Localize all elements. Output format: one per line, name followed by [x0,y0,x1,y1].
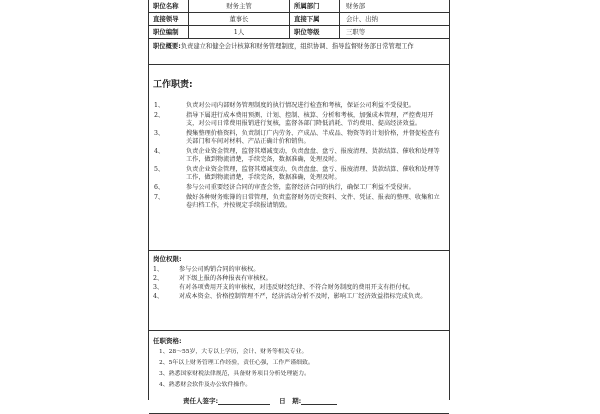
summary-text: 负责建立和健全会计核算和财务管理制度，组织协调、指导监督财务部日常管理工作 [180,43,414,50]
position-summary [149,39,449,65]
duty-text: 负责对公司内部财务管理制度的执行情况进行检查和考核，保证公司利益不受侵犯。 [186,102,415,109]
authority-num: 1、 [153,266,164,273]
value-subordinates: 会计、出纳 [346,15,378,23]
duty-num: 6、 [154,184,165,191]
duty-num: 3、 [154,130,165,137]
value-department: 财务部 [346,2,366,10]
qualification-item: 3、熟悉国家财税法律规范，具备财务项目分析处理能力。 [159,371,311,377]
duty-num: 1、 [154,102,165,109]
duty-text: 做好各种财务账簿的日常管理，负责监督财务历史资料、文件、凭证、报表的整理、收集和立卷归档工作，并按规定手续报请销毁。 [186,194,440,209]
authority-text: 对成本资金、价格控制管理不严，经济活动分析不及时，影响工厂经济效益指标完成负责。 [179,293,427,300]
value-direct-leader: 董事长 [189,13,290,25]
authority-item [153,275,445,283]
qualifications-section [149,331,449,414]
duties-section [149,65,449,251]
qualification-item: 1、28～55岁，大专以上学历，会计、财务等相关专业。 [159,349,308,355]
date-field[interactable] [301,397,337,405]
authority-section [149,251,449,331]
duty-item [153,130,445,146]
header-row-reporting [149,13,449,26]
duty-num: 5、 [154,166,165,173]
signature-label: 责任人签字: [183,397,219,405]
duty-item [153,166,445,182]
authority-num: 2、 [153,275,164,282]
duty-item [153,184,445,192]
summary-label: 职位概要: [153,43,181,50]
label-position-name: 职位名称 [149,0,189,12]
header-row-headcount [149,26,449,39]
duty-item [153,112,445,128]
authority-item [153,266,445,274]
label-direct-leader: 直接领导 [149,13,189,25]
label-grade: 职位等级 [290,26,340,38]
authority-item [153,284,445,292]
value-position-name: 财务主管 [189,0,290,12]
duty-num: 4、 [154,148,165,155]
duty-num: 2、 [154,112,165,119]
label-subordinates: 直接下属 [290,13,340,25]
qualification-item: 2、5年以上财务管理工作经验，责任心强，工作严谨细致。 [159,360,314,366]
authority-num: 4、 [153,293,164,300]
authority-num: 3、 [153,284,164,291]
authority-title: 岗位权限: [153,255,182,263]
authority-item [153,293,445,301]
duty-text: 参与公司重要经济合同的审查会签，监督经济合同的执行，确保工厂利益不受侵害。 [186,184,415,191]
label-headcount: 职位编制 [149,26,189,38]
signature-field[interactable] [218,397,270,405]
authority-text: 对下级上报的各种报表有审核权。 [179,275,272,282]
authority-text: 参与公司购销合同的审核权。 [179,266,260,273]
duty-text: 搜集整理价格资料，负责制订广内劳务、产成品、半成品、物资等的计划价格，并督促检查有关部门和车间对材料、产品正确计价和销售。 [186,130,440,145]
qualification-item: 4、熟悉财会软件及办公软件操作。 [159,382,252,388]
duty-num: 7、 [154,194,165,201]
qualifications-title: 任职资格: [153,337,182,345]
value-grade: 三职等 [346,28,366,36]
duties-title: 工作职责: [153,80,193,90]
duty-item [153,194,445,210]
duty-item [153,102,445,110]
label-department: 所属部门 [290,0,340,12]
job-description-form [148,0,450,405]
authority-text: 有对各项费用开支的审核权，对违反财经纪律、不符合财务制度的费用开支有拒付权。 [179,284,415,291]
duty-text: 指导下属进行成本费用预测、计划、控制、核算、分析和考核，加强成本管理，严控费用开支，对公司日常费用报销进行复核，监督各部门降低消耗、节约费用、提高经济效益。 [186,112,434,127]
duty-text: 负责企业资金管理，监督其增减变动，负责盘盘、盘亏、报废清理、货款结算、催收和处理等工作，做到物流清楚，手续完备，数据准确，处理及时。 [186,148,440,163]
duty-text: 负责企业资金管理，监督其增减变动，负责盘盘、盘亏、报废清理、货款结算、催收和处理等工作，做到物流清楚，手续完备，数据准确，处理及时。 [186,166,440,181]
signature-line [183,396,337,405]
header-row-title [149,0,449,13]
value-headcount: 1人 [189,26,290,38]
date-label: 日 期: [279,397,302,405]
duty-item [153,148,445,164]
